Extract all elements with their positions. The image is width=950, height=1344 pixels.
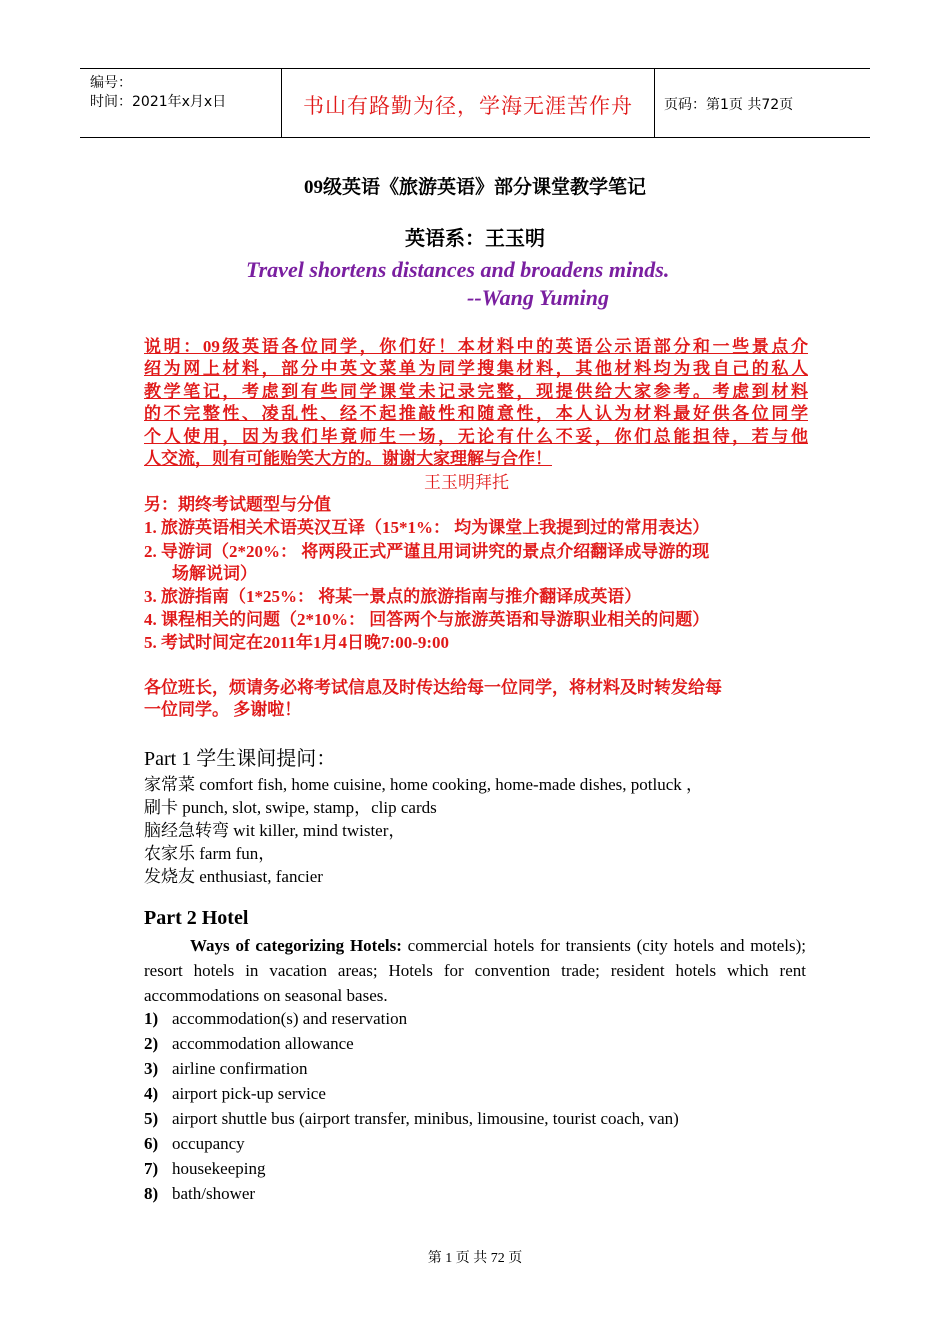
notice-line: 教学笔记，考虑到有些同学课堂未记录完整，现提供给大家参考。考虑到材料 bbox=[144, 381, 808, 401]
item-number: 8) bbox=[144, 1184, 159, 1203]
item-number: 6) bbox=[144, 1134, 159, 1153]
part1-line: 刷卡 punch, slot, swipe, stamp，clip cards bbox=[144, 798, 437, 817]
hotel-term-item bbox=[144, 1009, 407, 1029]
part1-line: 脑经急转弯 wit killer, mind twister， bbox=[144, 821, 406, 840]
item-number: 1) bbox=[144, 1009, 159, 1028]
item-text: accommodation(s) and reservation bbox=[172, 1009, 408, 1028]
part2-heading: Part 2 Hotel bbox=[144, 907, 249, 929]
part1-line: 发烧友 enthusiast, fancier bbox=[144, 867, 323, 886]
hotel-categories-paragraph bbox=[144, 933, 806, 1008]
item-text: occupancy bbox=[172, 1134, 245, 1153]
exam-item: 2. 导游词（2*20%： 将两段正式严谨且用词讲究的景点介绍翻译成导游的现 bbox=[144, 542, 710, 561]
hotel-term-item bbox=[144, 1059, 307, 1079]
item-number: 3) bbox=[144, 1059, 159, 1078]
notice-line: 说明：09级英语各位同学，你们好！本材料中的英语公示语部分和一些景点介 bbox=[144, 337, 808, 356]
quote-author: --Wang Yuming bbox=[467, 285, 610, 310]
item-text: accommodation allowance bbox=[172, 1034, 354, 1053]
item-number: 2) bbox=[144, 1034, 159, 1053]
notice-line: 个人使用，因为我们毕竟师生一场，无论有什么不妥，你们总能担待，若与他 bbox=[144, 426, 808, 446]
item-text: housekeeping bbox=[172, 1159, 266, 1178]
hotel-term-item bbox=[144, 1084, 326, 1104]
item-number: 7) bbox=[144, 1159, 159, 1178]
notice-signature: 王玉明拜托 bbox=[424, 473, 509, 492]
serial-label: 编号： bbox=[90, 75, 132, 91]
header-motto-cell bbox=[281, 69, 655, 137]
part1-line: 农家乐 farm fun， bbox=[144, 844, 276, 863]
item-text: airline confirmation bbox=[172, 1059, 308, 1078]
closing-line: 一位同学。 多谢啦！ bbox=[144, 700, 302, 719]
notice-line: 人交流，则有可能贻笑大方的。谢谢大家理解与合作！ bbox=[144, 449, 552, 469]
hotel-term-item bbox=[144, 1034, 354, 1054]
notice-line: 绍为网上材料，部分中英文菜单为同学搜集材料，其他材料均为我自己的私人 bbox=[144, 359, 808, 379]
part1-heading: Part 1 学生课间提问： bbox=[144, 748, 337, 770]
item-number: 5) bbox=[144, 1109, 159, 1128]
exam-heading: 另：期终考试题型与分值 bbox=[144, 495, 331, 514]
hotel-term-item bbox=[144, 1159, 265, 1179]
motto: 书山有路勤为径，学海无涯苦作舟 bbox=[303, 94, 633, 118]
page-header bbox=[80, 68, 870, 138]
hotel-term-item bbox=[144, 1184, 255, 1204]
item-text: airport pick-up service bbox=[172, 1084, 326, 1103]
time-label: 时间：2021年x月x日 bbox=[90, 94, 227, 110]
notice-block bbox=[144, 336, 808, 470]
part1-line: 家常菜 comfort fish, home cuisine, home cooking, home-made dishes, potluck ， bbox=[144, 775, 704, 794]
page-info: 页码：第1页 共72页 bbox=[664, 97, 794, 113]
document-subtitle: 英语系：王玉明 bbox=[405, 228, 545, 250]
quote-text: Travel shortens distances and broadens minds. bbox=[246, 257, 670, 282]
paragraph-lead: Ways of categorizing Hotels: bbox=[190, 936, 402, 955]
hotel-term-item bbox=[144, 1109, 679, 1129]
item-text: bath/shower bbox=[172, 1184, 256, 1203]
header-meta-cell bbox=[80, 69, 280, 137]
exam-item-continued: 场解说词） bbox=[172, 564, 257, 583]
exam-item: 3. 旅游指南（1*25%： 将某一景点的旅游指南与推介翻译成英语） bbox=[144, 587, 642, 606]
header-page-cell bbox=[654, 69, 870, 137]
item-number: 4) bbox=[144, 1084, 159, 1103]
closing-line: 各位班长，烦请务必将考试信息及时传达给每一位同学，将材料及时转发给每 bbox=[144, 678, 722, 697]
exam-item: 5. 考试时间定在2011年1月4日晚7:00-9:00 bbox=[144, 633, 450, 652]
notice-line: 的不完整性、凌乱性、经不起推敲性和随意性，本人认为材料最好供各位同学 bbox=[144, 404, 808, 424]
hotel-term-item bbox=[144, 1134, 245, 1154]
exam-item: 1. 旅游英语相关术语英汉互译（15*1%： 均为课堂上我提到过的常用表达） bbox=[144, 518, 710, 537]
paragraph-text: commercial hotels for transients (city hotels and motels); resort hotels in vacation areas; Hotels for convention trade; resident hotels which rent accommodations on seasonal bases. bbox=[144, 936, 806, 1005]
page-footer: 第 1 页 共 72 页 bbox=[427, 1251, 523, 1266]
item-text: airport shuttle bus (airport transfer, minibus, limousine, tourist coach, van) bbox=[172, 1109, 679, 1128]
exam-item: 4. 课程相关的问题（2*10%： 回答两个与旅游英语和导游职业相关的问题） bbox=[144, 610, 710, 629]
document-title: 09级英语《旅游英语》部分课堂教学笔记 bbox=[303, 177, 646, 198]
